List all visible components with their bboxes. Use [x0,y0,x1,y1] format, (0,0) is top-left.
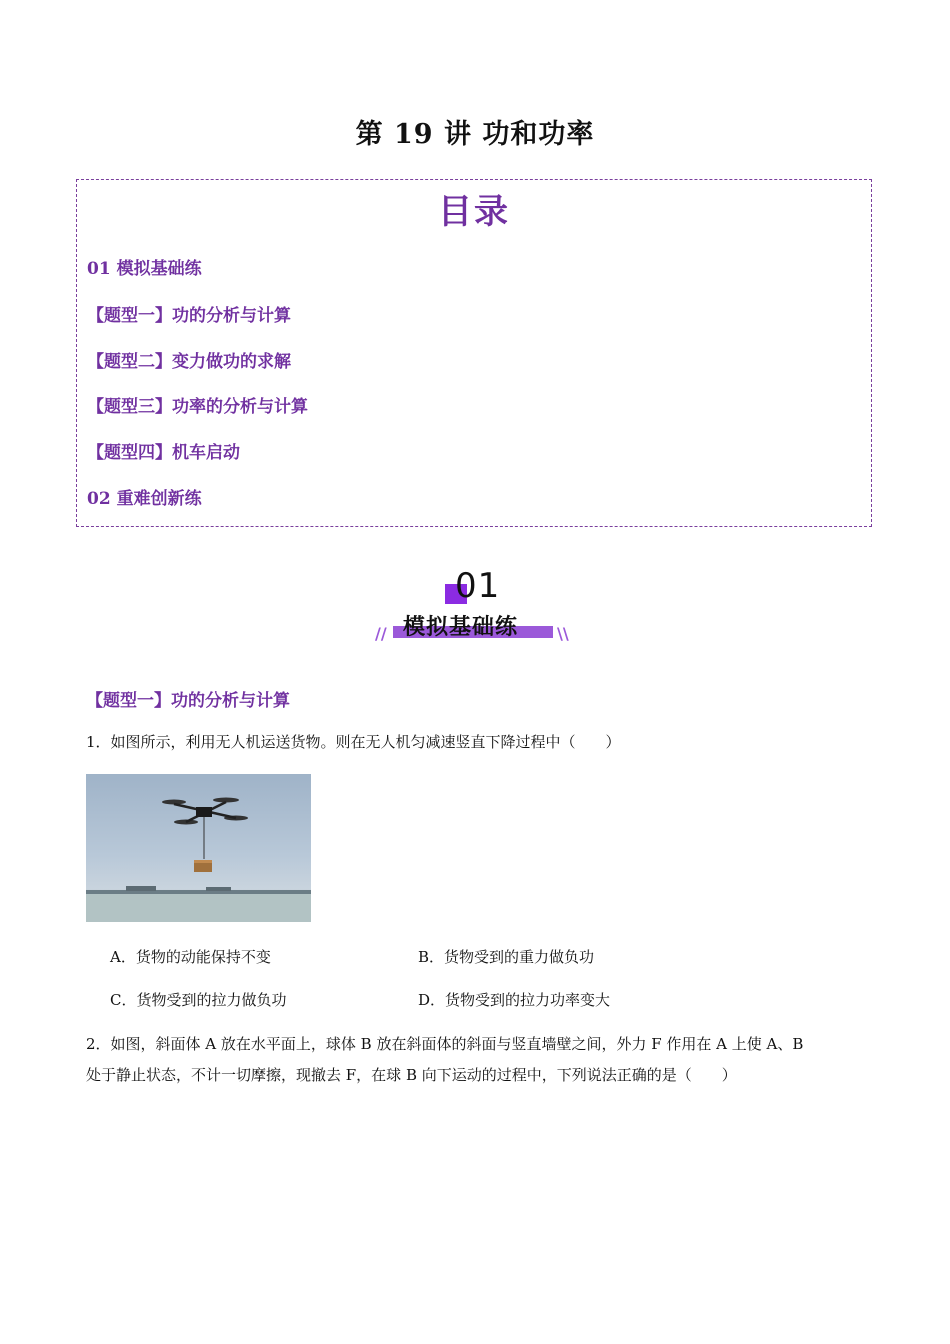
toc-item[interactable]: 02 重难创新练 [87,489,202,509]
banner-left-slash: // [375,624,387,643]
drone-illustration [86,774,311,922]
toc-item[interactable]: 【题型四】机车启动 [87,443,240,463]
drone-photo [86,774,311,922]
question-2-stem-line-1: 2．如图，斜面体 A 放在水平面上，球体 B 放在斜面体的斜面与竖直墙壁之间，外力 F 作用在 A 上使 A、B [86,1035,804,1053]
section-heading: 【题型一】功的分析与计算 [86,691,290,711]
toc-item[interactable]: 【题型一】功的分析与计算 [87,306,291,326]
toc-item[interactable]: 01 模拟基础练 [87,259,202,279]
banner-right-slash: \\ [557,624,569,643]
toc-heading: 目录 [438,192,510,232]
banner-label: 模拟基础练 [403,615,519,640]
table-of-contents [76,179,872,527]
option-c[interactable]: C．货物受到的拉力做负功 [110,991,287,1009]
banner-number: 01 [455,566,501,606]
toc-item[interactable]: 【题型三】功率的分析与计算 [87,397,308,417]
toc-item[interactable]: 【题型二】变力做功的求解 [87,352,291,372]
option-b[interactable]: B．货物受到的重力做负功 [418,948,595,966]
option-d[interactable]: D．货物受到的拉力功率变大 [418,991,611,1009]
page-title: 第 19 讲 功和功率 [355,119,595,150]
option-a[interactable]: A．货物的动能保持不变 [110,948,271,966]
question-2-stem-line-2: 处于静止状态，不计一切摩擦，现撤去 F，在球 B 向下运动的过程中，下列说法正确的是（ ） [86,1066,737,1084]
section-banner [375,566,575,646]
question-1-stem: 1．如图所示，利用无人机运送货物。则在无人机匀减速竖直下降过程中（ ） [86,733,621,751]
